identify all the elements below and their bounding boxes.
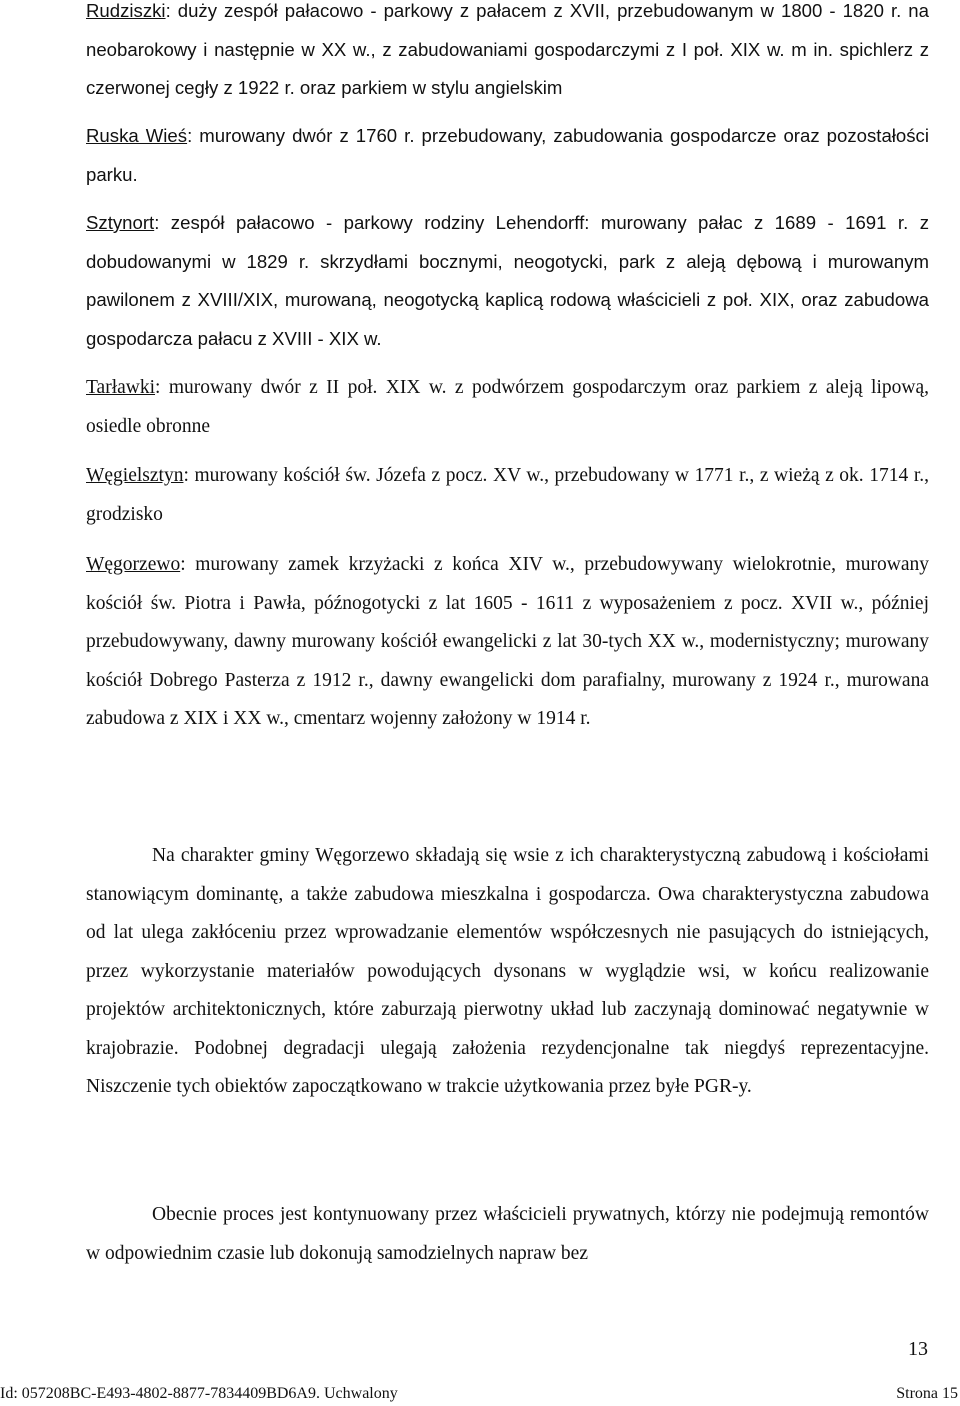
entry-rudziszki: [86, 0, 929, 108]
entry-wegorzewo: [86, 546, 929, 739]
entry-text: : zespół pałacowo - parkowy rodziny Lehendorff: murowany pałac z 1689 - 1691 r. z dobudowanymi w 1829 r. skrzydłami bocznymi, neogotycki, park z aleją dębową i murowanym pawilonem z XVIII/XIX, murowaną, neogotycką kaplicą rodową właścicieli z poł. XIX, oraz zabudowa gospodarcza pałacu z XVIII - XIX w.: [86, 212, 929, 349]
entry-tarlawki: [86, 369, 929, 446]
footer-document-id: Id: 057208BC-E493-4802-8877-7834409BD6A9. Uchwalony: [0, 1385, 398, 1402]
paragraph-character: Na charakter gminy Węgorzewo składają się wsie z ich charakterystyczną zabudową i kościołami stanowiącym dominantę, a także zabudowa mieszkalna i gospodarcza. Owa charakterystyczna zabudowa od lat ulega zakłóceniu przez wprowadzanie elementów współczesnych nie pasujących do istniejących, przez wykorzystanie materiałów powodujących dysonans w wyglądzie wsi, w końcu realizowanie projektów architektonicznych, które zaburzają pierwotny układ lub zaczynają dominować negatywnie w krajobrazie. Podobnej degradacji ulegają założenia rezydencjonalne tak niegdyś reprezentacyjne. Niszczenie tych obiektów zapoczątkowano w trakcie użytkowania przez byłe PGR-y.: [86, 845, 929, 1097]
entry-wegielsztyn: [86, 457, 929, 534]
entry-text: : murowany zamek krzyżacki z końca XIV w., przebudowywany wielokrotnie, murowany kościół św. Piotra i Pawła, późnogotycki z lat 1605 - 1611 z wyposażeniem z pocz. XVII w., później przebudowywany, dawny murowany kościół ewangelicki z lat 30-tych XX w., modernistyczny; murowany kościół Dobrego Pasterza z 1912 r., dawny ewangelicki dom parafialny, murowany z 1924 r., murowana zabudowa z XIX i XX w., cmentarz wojenny założony w 1914 r.: [86, 554, 929, 729]
entry-sztynort: [86, 204, 929, 358]
paragraph-current-process: Obecnie proces jest kontynuowany przez właścicieli prywatnych, którzy nie podejmują remontów w odpowiednim czasie lub dokonują samodzielnych napraw bez: [86, 1204, 929, 1264]
entry-text: : murowany dwór z II poł. XIX w. z podwórzem gospodarczym oraz parkiem z aleją lipową, osiedle obronne: [86, 377, 929, 437]
place-name: Tarławki: [86, 377, 156, 398]
place-name: Rudziszki: [86, 0, 166, 21]
entry-ruska-wies: [86, 117, 929, 194]
page-number: 13: [908, 1338, 928, 1360]
place-name: Sztynort: [86, 212, 155, 233]
entry-text: : duży zespół pałacowo - parkowy z pałacem z XVII, przebudowanym w 1800 - 1820 r. na neobarokowy i następnie w XX w., z zabudowaniami gospodarczymi z I poł. XIX w. m in. spichlerz z czerwonej cegły z 1922 r. oraz parkiem w stylu angielskim: [86, 0, 929, 98]
footer-page-label: Strona 15: [896, 1385, 958, 1402]
place-name: Węgielsztyn: [86, 465, 184, 486]
place-name: Węgorzewo: [86, 554, 181, 575]
entry-text: : murowany kościół św. Józefa z pocz. XV w., przebudowany w 1771 r., z wieżą z ok. 1714 r., grodzisko: [86, 465, 929, 525]
entry-text: : murowany dwór z 1760 r. przebudowany, zabudowania gospodarcze oraz pozostałości parku.: [86, 125, 929, 185]
place-name: Ruska Wieś: [86, 125, 188, 146]
